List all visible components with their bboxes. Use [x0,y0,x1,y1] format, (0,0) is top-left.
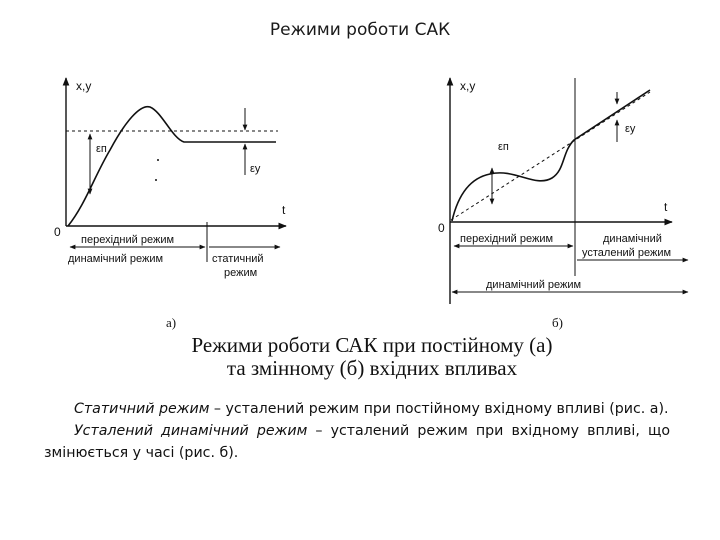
panel-b-steady-label-2: усталений режим [582,247,672,259]
page-title: Режими роботи САК [269,20,451,40]
panel-b-eps-y: εу [625,123,636,135]
panel-a-dynamic-label: динамічний режим [68,253,164,265]
panel-b-origin: 0 [438,221,445,235]
panel-b-dynamic-label: динамічний режим [486,279,582,291]
panel-a-static-label-1: статичний [212,253,264,265]
paragraph-dynamic-mode [44,420,670,464]
panel-b-steady-label-1: динамічний [603,233,662,245]
panel-a [54,78,286,330]
panel-a-origin: 0 [54,225,61,239]
panel-b-y-label: x,y [460,79,476,93]
panel-b [438,78,688,330]
panel-b-input-line [451,92,650,220]
definition-dynamic-mode: – усталений режим при вхідному впливі, що змінюється у часі (рис. б). [44,423,670,461]
paragraph-static-mode [44,398,670,420]
panel-a-y-label: x,y [76,79,92,93]
figure-caption-line-2: та змінному (б) вхідних впливах [226,356,518,380]
panel-a-dot [157,159,159,161]
panel-b-x-label: t [664,200,668,214]
panel-a-dot [155,179,157,181]
term-dynamic-mode: Усталений динамічний режим [74,423,308,439]
body-text [44,398,670,464]
panel-b-sub-label: б) [552,315,563,330]
term-static-mode: Статичний режим [74,401,210,417]
panel-b-response-curve [452,90,650,221]
figure-caption-line-1: Режими роботи САК при постійному (а) [191,333,553,357]
panel-a-eps-y: εу [250,163,261,175]
panel-b-transient-label: перехідний режим [460,233,554,245]
panel-a-transient-label: перехідний режим [81,234,175,246]
panel-a-static-label-2: режим [224,267,258,279]
panel-a-x-label: t [282,203,286,217]
panel-a-sub-label: а) [166,315,177,330]
panel-a-eps-p: εп [96,143,107,155]
panel-b-eps-p: εп [498,141,509,153]
definition-static-mode: – усталений режим при постійному вхідному впливі (рис. а). [209,401,669,417]
